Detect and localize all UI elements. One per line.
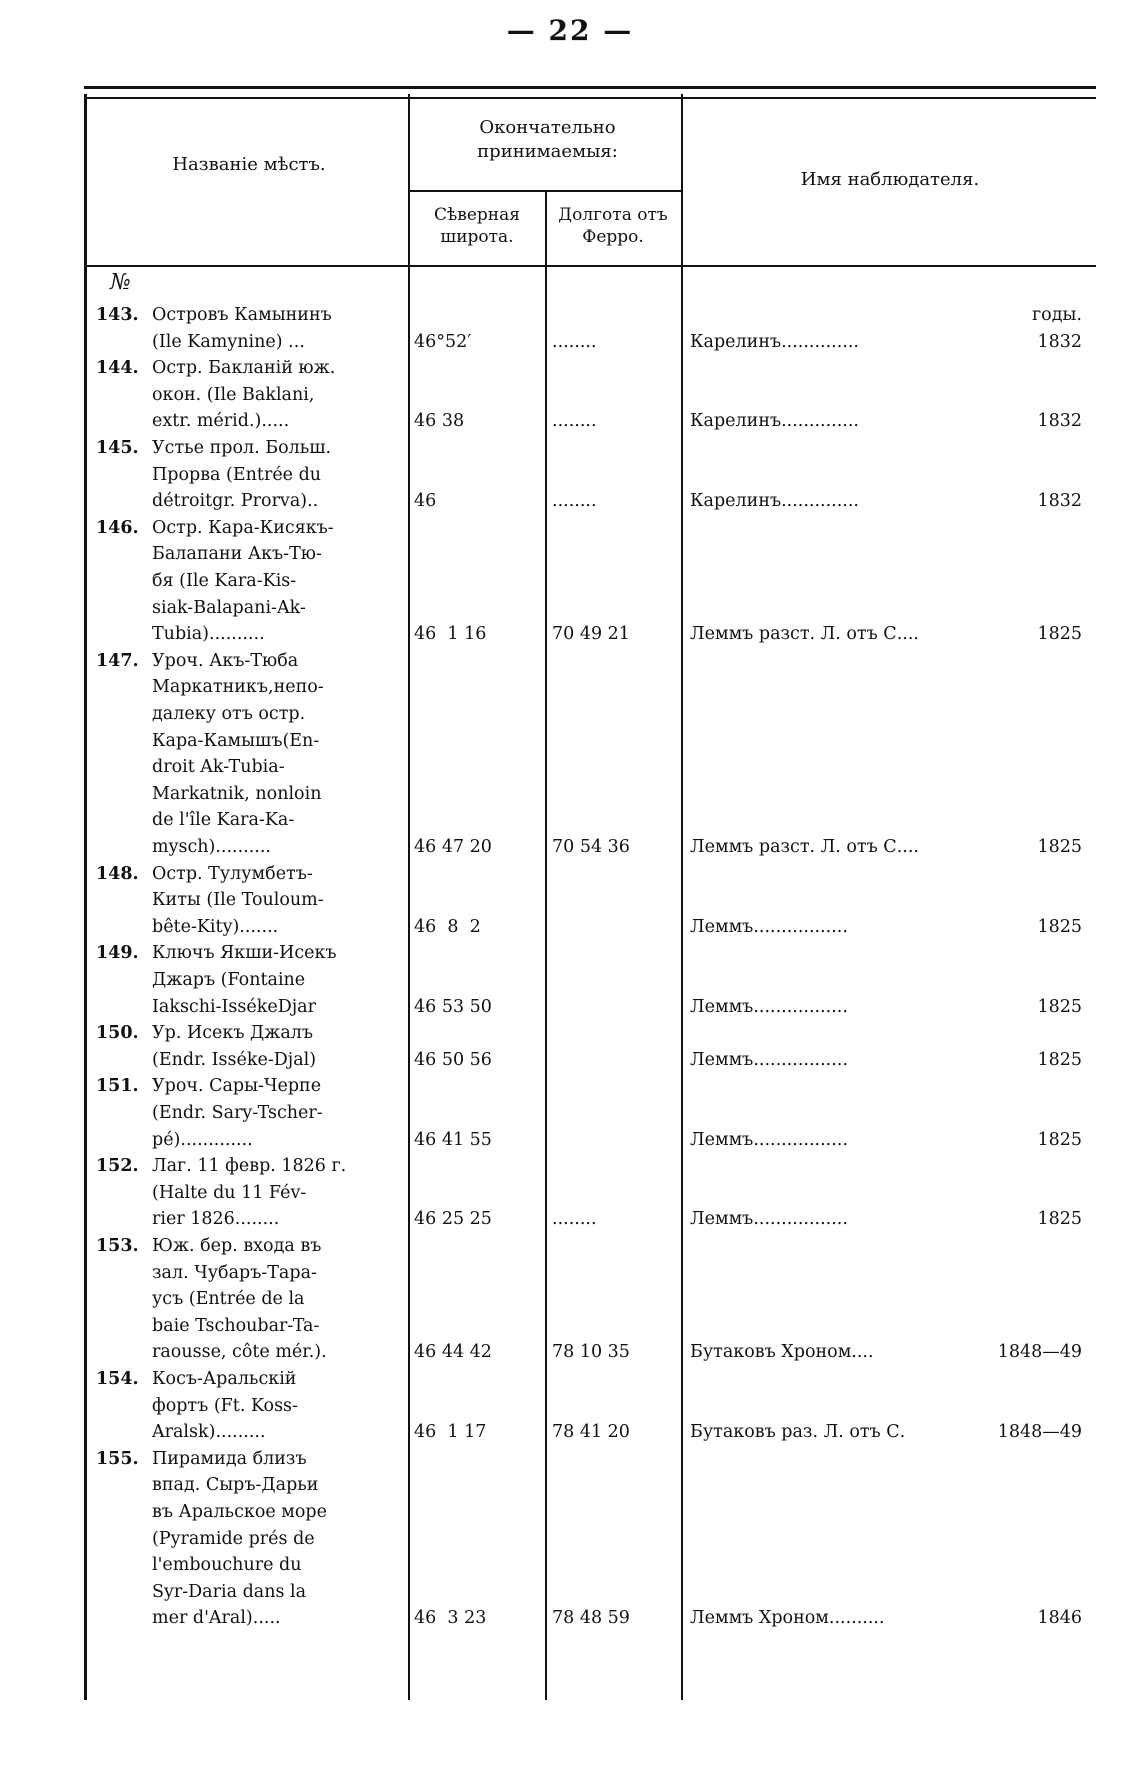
place-name-line: (Halte du 11 Fév- xyxy=(152,1182,307,1203)
place-name-line: впад. Сыръ-Дарьи xyxy=(152,1475,319,1496)
place-name-line: Iakschi-IssékeDjar xyxy=(152,996,316,1017)
place-name-line: Остр. Тулумбетъ- xyxy=(152,863,313,884)
place-name-line: Устье прол. Больш. xyxy=(152,438,332,458)
place-name-line: bête-Kity)....... xyxy=(152,916,279,937)
observer-name: Бутаковъ раз. Л. отъ С. xyxy=(690,1422,906,1443)
place-name-line: baie Tschoubar-Ta- xyxy=(152,1315,320,1336)
place-name-line: mer d'Aral)..... xyxy=(152,1608,281,1629)
observation-year: 1848—49 xyxy=(997,1342,1082,1363)
observation-year: 1825 xyxy=(1037,1209,1082,1230)
longitude-value: 78 10 35 xyxy=(552,1342,630,1363)
longitude-value: 78 41 20 xyxy=(552,1422,630,1443)
observer-name: Леммъ................. xyxy=(690,1209,848,1230)
place-name-line: Остр. Бакланій юж. xyxy=(152,358,336,379)
col-divider-name-lat xyxy=(408,94,410,1700)
years-label: годы. xyxy=(1032,305,1082,325)
place-name-line: окон. (Ile Baklani, xyxy=(152,384,315,405)
place-name-line: Балапани Акъ-Тю- xyxy=(152,544,322,565)
place-name-line: Остр. Кара-Кисякъ- xyxy=(152,517,334,538)
place-name-line: Syr-Daria dans la xyxy=(152,1581,307,1602)
place-name-line: Маркатникъ,непо- xyxy=(152,677,324,698)
row-number: 155. xyxy=(96,1448,139,1469)
place-name-line: (Endr. Sary-Tscher- xyxy=(152,1103,323,1123)
observation-year: 1832 xyxy=(1037,491,1082,512)
place-name-line: Aralsk)......... xyxy=(152,1422,266,1443)
place-name-line: Ур. Исекъ Джалъ xyxy=(152,1023,314,1044)
col-divider-lon-observer xyxy=(681,94,683,1700)
place-name-line: détroitgr. Prorva).. xyxy=(152,491,319,512)
longitude-value: 70 54 36 xyxy=(552,837,630,857)
place-name-line: Прорва (Entrée du xyxy=(152,464,322,485)
header-latitude: Сѣверная широта. xyxy=(434,205,520,247)
observer-name: Леммъ................. xyxy=(690,1049,848,1070)
place-name-line: Киты (Ile Touloum- xyxy=(152,890,324,911)
table-left-border xyxy=(84,94,87,1700)
place-name-line: Джаръ (Fontaine xyxy=(152,970,306,990)
place-name-line: Островъ Камынинъ xyxy=(152,305,332,325)
observation-year: 1825 xyxy=(1037,916,1082,937)
place-name-line: de l'île Kara-Ka- xyxy=(152,810,295,831)
header-bottom-rule xyxy=(84,265,1096,267)
row-number: 143. xyxy=(96,305,139,325)
place-name-line: pé)............. xyxy=(152,1129,253,1150)
row-number: 147. xyxy=(96,650,139,671)
observer-name: Карелинъ.............. xyxy=(690,491,859,512)
row-number: 150. xyxy=(96,1023,139,1044)
place-name-line: raousse, côte mér.). xyxy=(152,1342,327,1363)
latitude-value: 46 1 16 xyxy=(414,624,487,645)
observer-name: Карелинъ.............. xyxy=(690,331,859,352)
place-name-line: (Pyramide prés de xyxy=(152,1528,315,1549)
place-name-line: Кара-Камышъ(En- xyxy=(152,730,320,751)
number-sign: № xyxy=(110,270,131,295)
col-divider-lat-lon xyxy=(545,190,547,1700)
latitude-value: 46 25 25 xyxy=(414,1209,492,1230)
header-longitude: Долгота отъ Ферро. xyxy=(558,205,668,247)
row-number: 152. xyxy=(96,1156,139,1177)
observation-year: 1825 xyxy=(1037,624,1082,645)
place-name-line: Косъ-Аральскій xyxy=(152,1369,297,1389)
observer-name: Леммъ................. xyxy=(690,1129,848,1150)
longitude-value: 78 48 59 xyxy=(552,1608,630,1629)
observation-year: 1825 xyxy=(1037,1049,1082,1070)
observer-name: Леммъ разст. Л. отъ С.... xyxy=(690,624,919,645)
observation-year: 1832 xyxy=(1037,331,1082,352)
latitude-value: 46 xyxy=(414,491,437,512)
row-number: 154. xyxy=(96,1369,139,1389)
place-name-line: siak-Balapani-Ak- xyxy=(152,597,306,618)
place-name-line: Лаг. 11 февр. 1826 г. xyxy=(152,1156,347,1177)
place-name-line: Уроч. Акъ-Тюба xyxy=(152,650,299,671)
latitude-value: 46 3 23 xyxy=(414,1608,487,1629)
place-name-line: усъ (Entrée de la xyxy=(152,1289,305,1310)
place-name-line: бя (Ile Kara-Kis- xyxy=(152,571,297,591)
longitude-value: ........ xyxy=(552,411,597,432)
row-number: 146. xyxy=(96,517,139,538)
place-name-line: mysch).......... xyxy=(152,837,271,857)
observation-year: 1825 xyxy=(1037,996,1082,1017)
place-name-line: (Endr. Isséke-Djal) xyxy=(152,1049,317,1070)
place-name-line: Юж. бер. входа въ xyxy=(152,1236,322,1256)
place-name-line: Пирамида близъ xyxy=(152,1448,307,1469)
observation-year: 1825 xyxy=(1037,1129,1082,1150)
place-name-line: rier 1826........ xyxy=(152,1209,280,1230)
observation-year: 1832 xyxy=(1037,411,1082,432)
observer-name: Леммъ................. xyxy=(690,916,848,937)
header-observer: Имя наблюдателя. xyxy=(800,169,980,190)
place-name-line: extr. mérid.)..... xyxy=(152,411,290,432)
place-name-line: Уроч. Сары-Черпе xyxy=(152,1076,322,1097)
row-number: 151. xyxy=(96,1076,139,1097)
longitude-value: 70 49 21 xyxy=(552,624,630,645)
row-number: 144. xyxy=(96,358,139,379)
header-place-name: Названіе мѣстъ. xyxy=(172,154,326,175)
row-number: 148. xyxy=(96,863,139,884)
place-name-line: зал. Чубаръ-Тара- xyxy=(152,1262,317,1283)
observation-year: 1825 xyxy=(1037,837,1082,857)
row-number: 149. xyxy=(96,943,139,964)
longitude-value: ........ xyxy=(552,491,597,512)
place-name-line: droit Ak-Tubia- xyxy=(152,757,285,778)
row-number: 153. xyxy=(96,1236,139,1256)
latitude-value: 46 38 xyxy=(414,411,465,432)
latitude-value: 46 53 50 xyxy=(414,996,492,1017)
place-name-line: въ Аральское море xyxy=(152,1502,327,1522)
place-name-line: l'embouchure du xyxy=(152,1555,302,1576)
observer-name: Бутаковъ Хроном.... xyxy=(690,1342,874,1363)
longitude-value: ........ xyxy=(552,331,597,352)
latitude-value: 46 47 20 xyxy=(414,837,492,857)
row-number: 145. xyxy=(96,438,139,458)
place-name-line: (Ile Kamynine) ... xyxy=(152,331,305,352)
place-name-line: Tubia).......... xyxy=(152,624,265,645)
page-number: — 22 — xyxy=(506,14,634,47)
longitude-value: ........ xyxy=(552,1209,597,1230)
latitude-value: 46 44 42 xyxy=(414,1342,492,1363)
observer-name: Леммъ Хроном.......... xyxy=(690,1608,885,1629)
observer-name: Леммъ................. xyxy=(690,996,848,1017)
header-accepted-group: Окончательно принимаемыя: xyxy=(477,117,618,162)
latitude-value: 46 1 17 xyxy=(414,1422,487,1443)
observation-year: 1846 xyxy=(1037,1608,1082,1629)
latitude-value: 46°52′ xyxy=(414,331,472,352)
place-name-line: фортъ (Ft. Koss- xyxy=(152,1395,298,1416)
place-name-line: далеку отъ остр. xyxy=(152,704,306,724)
top-double-rule xyxy=(84,86,1096,99)
observer-name: Карелинъ.............. xyxy=(690,411,859,432)
latitude-value: 46 50 56 xyxy=(414,1049,492,1070)
latitude-value: 46 41 55 xyxy=(414,1129,492,1150)
observation-year: 1848—49 xyxy=(997,1422,1082,1443)
latitude-value: 46 8 2 xyxy=(414,916,481,937)
observer-name: Леммъ разст. Л. отъ С.... xyxy=(690,837,919,857)
header-sub-divider xyxy=(408,190,683,192)
place-name-line: Markatnik, nonloin xyxy=(152,783,322,804)
place-name-line: Ключъ Якши-Исекъ xyxy=(152,943,337,964)
